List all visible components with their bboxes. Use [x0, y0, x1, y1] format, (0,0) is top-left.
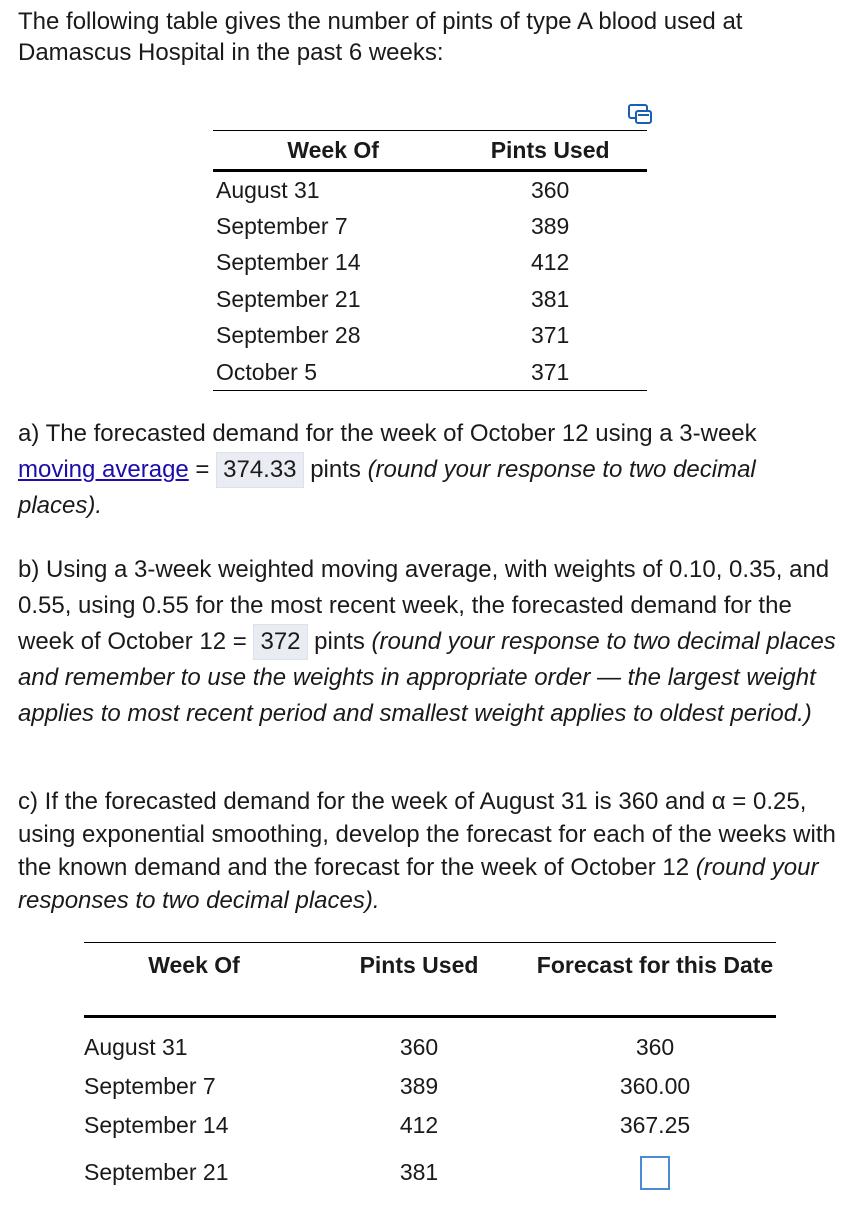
part-a-answer[interactable]: 374.33 [216, 452, 303, 488]
pints-cell: 371 [530, 322, 570, 349]
column-header: Forecast for this Date [536, 952, 774, 978]
week-cell: September 28 [216, 322, 361, 349]
problem-intro: The following table gives the number of pints of type A blood used at Damascus Hospital in the past 6 weeks: [18, 8, 743, 66]
forecast-cell: 360.00 [619, 1073, 691, 1099]
week-cell: September 14 [216, 249, 361, 276]
part-a-note: (round your response to two decimal places). [18, 456, 756, 519]
week-cell: October 5 [216, 358, 317, 385]
part-c-note: (round your responses to two decimal places). [18, 854, 819, 914]
pints-cell: 389 [530, 213, 570, 240]
pints-cell: 381 [399, 1159, 439, 1185]
pints-cell: 412 [530, 249, 570, 276]
part-b-note: (round your response to two decimal places and remember to use the weights in appropriate order — the largest weight applies to most recent period and smallest weight applies to oldest period.) [18, 628, 836, 727]
table-row [213, 208, 647, 244]
part-c-text: c) If the forecasted demand for the week of August 31 is 360 and α = 0.25, using exponential smoothing, develop the forecast for each of the weeks with the known demand and the forecast for the week of October 12 [18, 788, 836, 881]
part-b-answer[interactable]: 372 [253, 624, 307, 660]
pints-cell: 412 [399, 1112, 439, 1138]
table-row [84, 1067, 776, 1107]
forecast-input[interactable] [640, 1156, 670, 1190]
pints-cell: 371 [530, 358, 570, 385]
part-a-question [18, 416, 836, 524]
column-header: Pints Used [359, 952, 479, 978]
blood-usage-table [213, 130, 647, 391]
table-row [213, 171, 647, 209]
part-a-unit: pints [303, 456, 368, 483]
forecast-cell [534, 1145, 776, 1201]
part-c-question [18, 785, 836, 917]
week-cell: September 21 [216, 285, 361, 312]
column-header: Week Of [148, 952, 240, 978]
week-cell: September 7 [84, 1073, 216, 1099]
table-row [84, 1017, 776, 1067]
table-row [213, 245, 647, 281]
column-header: Week Of [287, 136, 379, 163]
pints-cell: 389 [399, 1073, 439, 1099]
pints-cell: 381 [530, 285, 570, 312]
table-row [84, 1145, 776, 1201]
part-b-question [18, 552, 836, 732]
week-cell: September 7 [216, 213, 348, 240]
part-a-text: a) The forecasted demand for the week of October 12 using a 3-week [18, 420, 757, 447]
table-header-row [213, 131, 647, 171]
copy-table-icon[interactable] [627, 103, 653, 125]
week-cell: August 31 [84, 1033, 188, 1060]
moving-average-link[interactable]: moving average [18, 456, 189, 483]
table-row [213, 281, 647, 317]
week-cell: September 21 [84, 1159, 229, 1185]
equals-sign: = [188, 456, 217, 483]
pints-cell: 360 [399, 1033, 439, 1060]
forecast-cell: 367.25 [619, 1112, 691, 1138]
table-row [84, 1107, 776, 1145]
forecast-cell: 360 [635, 1033, 675, 1060]
table-row [213, 354, 647, 391]
column-header: Pints Used [490, 136, 610, 163]
week-cell: September 14 [84, 1112, 229, 1138]
week-cell: August 31 [216, 176, 320, 203]
table-row [213, 318, 647, 354]
pints-cell: 360 [530, 176, 570, 203]
part-b-text: b) Using a 3-week weighted moving average, with weights of 0.10, 0.35, and 0.55, using 0.55 for the most recent week, the forecasted demand for the week of October 12 = [18, 556, 830, 655]
part-b-unit: pints [307, 628, 372, 655]
table-header-row [84, 943, 776, 1017]
exponential-smoothing-table [84, 942, 776, 1201]
